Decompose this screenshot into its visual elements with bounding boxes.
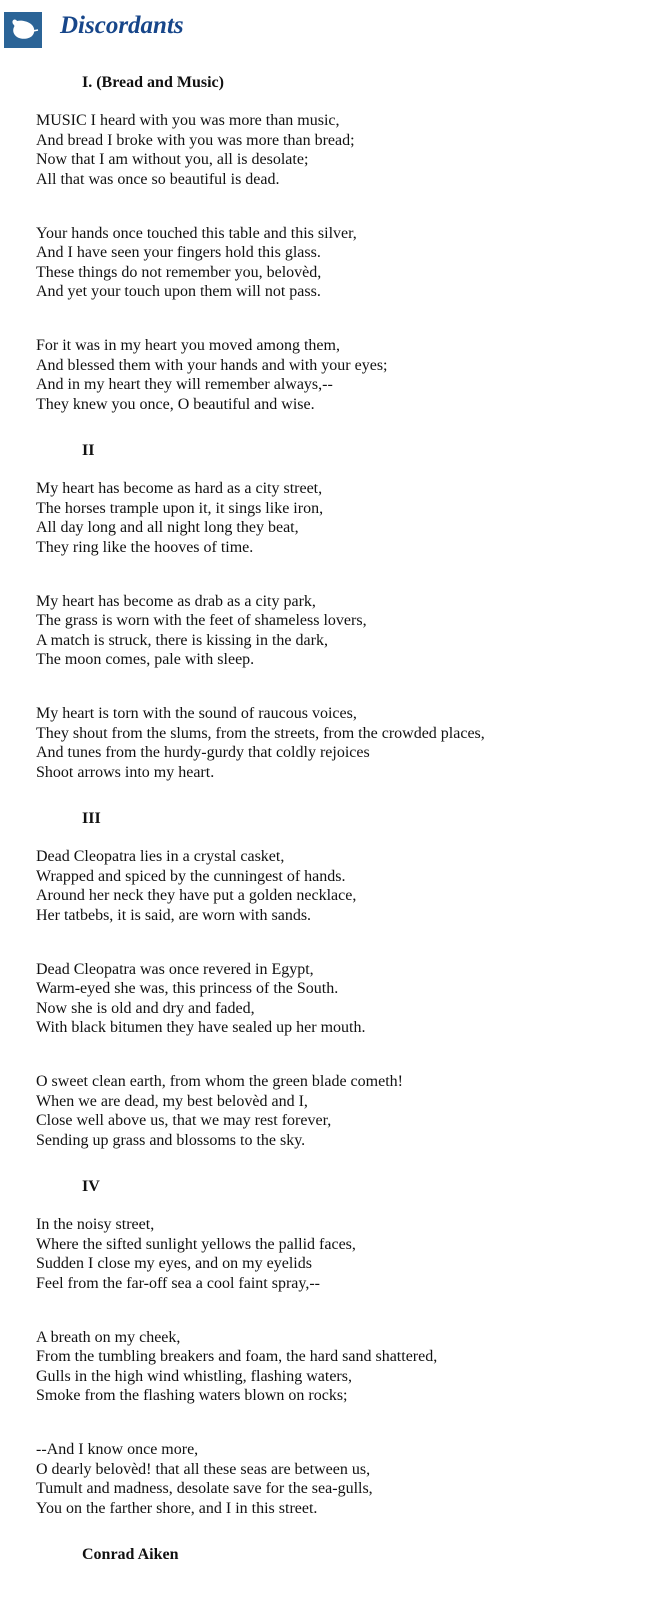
poem-line: My heart has become as drab as a city park, [36,592,316,610]
poem-line: With black bitumen they have sealed up her mouth. [36,1019,366,1036]
stanza [36,592,654,670]
stanza [36,847,654,925]
poem-line: Warm-eyed she was, this princess of the South. [36,980,339,997]
poem-line: When we are dead, my best belovèd and I, [36,1092,308,1110]
poem-line: Now she is old and dry and faded, [36,999,255,1017]
poem-line: A match is struck, there is kissing in the dark, [36,631,328,649]
poem-line: Feel from the far-off sea a cool faint spray,-- [36,1274,320,1292]
poem-line: Gulls in the high wind whistling, flashing waters, [36,1367,352,1385]
poem-line: My heart has become as hard as a city street, [36,480,323,497]
poem-line: Where the sifted sunlight yellows the pallid faces, [36,1235,356,1253]
section-heading: IV [82,1178,100,1195]
poem-line: They ring like the hooves of time. [36,538,254,556]
poem-line: Your hands once touched this table and this silver, [36,224,357,242]
poem-line: The horses trample upon it, it sings like iron, [36,499,324,517]
poem-line: They knew you once, O beautiful and wise. [36,395,315,413]
stanza [36,1072,654,1150]
poem-line: And in my heart they will remember always,-- [36,376,333,393]
poem-line: O dearly belovèd! that all these seas are between us, [36,1460,371,1478]
poem-section [36,441,654,782]
poem-body [0,60,654,1518]
poem-line: Shoot arrows into my heart. [36,763,215,781]
poem-section [36,1177,654,1518]
section-heading: I. (Bread and Music) [82,74,224,91]
poem-line: In the noisy street, [36,1216,155,1233]
poem-line: They shout from the slums, from the streets, from the crowded places, [36,724,485,742]
poem-line: Around her neck they have put a golden necklace, [36,887,357,904]
poem-line: These things do not remember you, belovèd, [36,263,322,281]
poem-line: The moon comes, pale with sleep. [36,651,255,668]
poem-line: And yet your touch upon them will not pass. [36,283,321,300]
poem-line: Smoke from the flashing waters blown on rocks; [36,1387,348,1404]
poem-line: My heart is torn with the sound of raucous voices, [36,705,357,722]
stanza [36,336,654,414]
poem-line: Now that I am without you, all is desolate; [36,151,309,168]
page-title: Discordants [60,12,184,39]
stanza [36,1215,654,1293]
poem-line: Dead Cleopatra was once revered in Egypt, [36,960,314,978]
author-name: Conrad Aiken [82,1546,179,1563]
stanza [36,1328,654,1406]
poem-line: And tunes from the hurdy-gurdy that coldly rejoices [36,744,370,761]
poem-line: The grass is worn with the feet of shameless lovers, [36,612,367,629]
section-heading: III [82,810,101,827]
header [0,0,654,60]
stanza [36,479,654,557]
stanza [36,960,654,1038]
poem-line: And blessed them with your hands and with your eyes; [36,356,388,374]
poem-line: All day long and all night long they beat, [36,519,299,536]
poem-line: From the tumbling breakers and foam, the hard sand shattered, [36,1348,438,1365]
poem-line: Wrapped and spiced by the cunningest of hands. [36,867,346,885]
poem-section [36,809,654,1150]
poem-line: And I have seen your fingers hold this glass. [36,244,321,261]
poem-line: And bread I broke with you was more than bread; [36,131,355,149]
poem-line: A breath on my cheek, [36,1328,181,1346]
stanza [36,704,654,782]
poem-line: For it was in my heart you moved among them, [36,337,340,354]
poem-line: Sudden I close my eyes, and on my eyelids [36,1255,312,1272]
stanza [36,1440,654,1518]
poem-line: --And I know once more, [36,1441,199,1458]
poem-line: All that was once so beautiful is dead. [36,170,280,188]
poem-line: Her tatbebs, it is said, are worn with sands. [36,906,312,924]
poem-line: Tumult and madness, desolate save for the sea-gulls, [36,1480,373,1497]
section-heading: II [82,442,95,459]
stanza [36,111,654,189]
poem-line: Dead Cleopatra lies in a crystal casket, [36,848,285,865]
poem-line: Close well above us, that we may rest forever, [36,1112,332,1129]
poem-line: You on the farther shore, and I in this street. [36,1499,318,1517]
poem-section [36,73,654,414]
poem-line: MUSIC I heard with you was more than music, [36,112,340,129]
bird-logo-icon [4,12,42,48]
stanza [36,224,654,302]
poem-line: O sweet clean earth, from whom the green blade cometh! [36,1073,403,1090]
poem-line: Sending up grass and blossoms to the sky. [36,1131,306,1149]
